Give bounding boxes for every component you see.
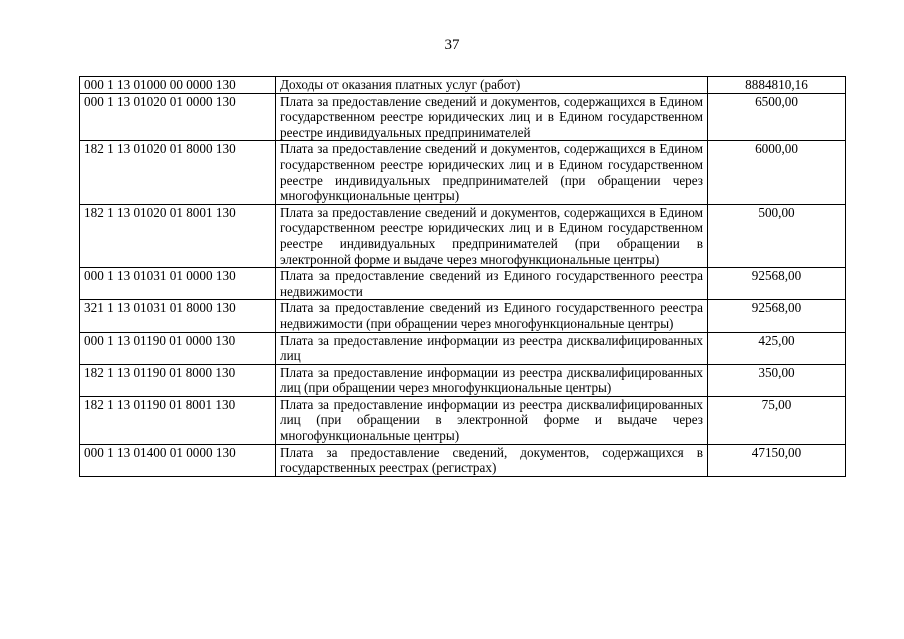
- table-row: [80, 444, 846, 476]
- row-description: Плата за предоставление информации из реестра дисквалифицированных лиц (при обращении в электронной форме и выдаче через многофункциональные центры): [276, 396, 708, 444]
- row-amount: 75,00: [708, 396, 846, 444]
- row-description: Плата за предоставление сведений из Единого государственного реестра недвижимости: [276, 268, 708, 300]
- row-description: Плата за предоставление информации из реестра дисквалифицированных лиц: [276, 332, 708, 364]
- row-description: Плата за предоставление сведений из Единого государственного реестра недвижимости (при обращении через многофункциональные центры): [276, 300, 708, 332]
- table-row: [80, 300, 846, 332]
- table-row: [80, 204, 846, 267]
- row-description: Доходы от оказания платных услуг (работ): [276, 77, 708, 94]
- table-row: [80, 364, 846, 396]
- row-amount: 425,00: [708, 332, 846, 364]
- row-amount: 500,00: [708, 204, 846, 267]
- row-description: Плата за предоставление сведений и документов, содержащихся в Едином государственном реестре юридических лиц и в Едином государственном реестре индивидуальных предпринимателей: [276, 93, 708, 141]
- row-description: Плата за предоставление информации из реестра дисквалифицированных лиц (при обращении через многофункциональные центры): [276, 364, 708, 396]
- row-amount: 47150,00: [708, 444, 846, 476]
- row-amount: 6000,00: [708, 141, 846, 204]
- table-row: [80, 332, 846, 364]
- row-code: 182 1 13 01190 01 8000 130: [80, 364, 276, 396]
- row-code: 182 1 13 01190 01 8001 130: [80, 396, 276, 444]
- row-amount: 92568,00: [708, 300, 846, 332]
- table-row: [80, 268, 846, 300]
- table-row: [80, 77, 846, 94]
- row-description: Плата за предоставление сведений и документов, содержащихся в Едином государственном реестре юридических лиц и в Едином государственном реестре индивидуальных предпринимателей (при обращении в электронной форме и выдаче через многофункциональные центры): [276, 204, 708, 267]
- table-row: [80, 93, 846, 141]
- row-amount: 92568,00: [708, 268, 846, 300]
- row-code: 321 1 13 01031 01 8000 130: [80, 300, 276, 332]
- row-code: 182 1 13 01020 01 8000 130: [80, 141, 276, 204]
- row-description: Плата за предоставление сведений и документов, содержащихся в Едином государственном реестре юридических лиц и в Едином государственном реестре индивидуальных предпринимателей (при обращении через многофункциональные центры): [276, 141, 708, 204]
- row-amount: 350,00: [708, 364, 846, 396]
- table-row: [80, 141, 846, 204]
- row-code: 000 1 13 01000 00 0000 130: [80, 77, 276, 94]
- row-description: Плата за предоставление сведений, документов, содержащихся в государственных реестрах (регистрах): [276, 444, 708, 476]
- row-code: 182 1 13 01020 01 8001 130: [80, 204, 276, 267]
- row-code: 000 1 13 01031 01 0000 130: [80, 268, 276, 300]
- row-amount: 8884810,16: [708, 77, 846, 94]
- row-code: 000 1 13 01190 01 0000 130: [80, 332, 276, 364]
- table-row: [80, 396, 846, 444]
- row-code: 000 1 13 01020 01 0000 130: [80, 93, 276, 141]
- row-amount: 6500,00: [708, 93, 846, 141]
- row-code: 000 1 13 01400 01 0000 130: [80, 444, 276, 476]
- budget-revenue-table: [79, 76, 846, 477]
- page-number: 37: [444, 37, 460, 53]
